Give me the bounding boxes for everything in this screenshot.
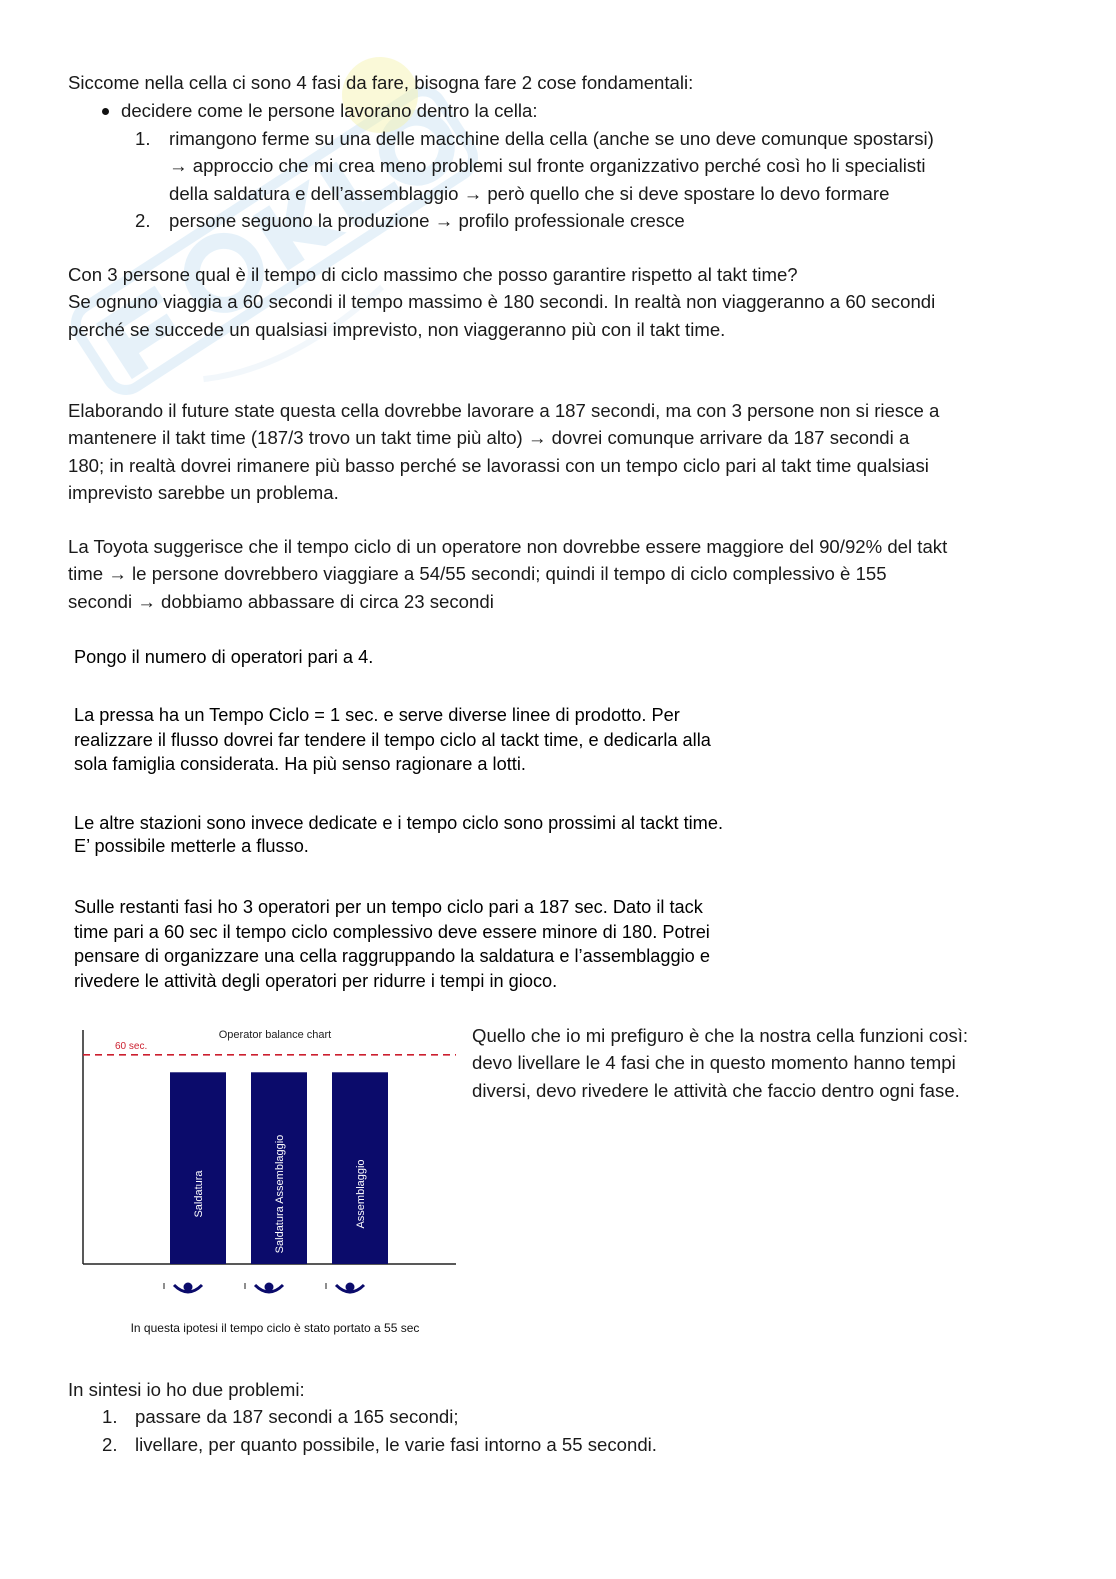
chart-caption: In questa ipotesi il tempo ciclo è stato portato a 55 sec (130, 1321, 420, 1335)
list-item (169, 125, 1049, 207)
list-item-line: rimangono ferme su una delle macchine della cella (anche se uno deve comunque spostarsi) (169, 128, 934, 149)
paragraph-line: secondi → dobbiamo abbassare di circa 23 secondi (68, 590, 494, 612)
chart-bar-label: Assemblaggio (355, 1159, 367, 1229)
paragraph-line: time → le persone dovrebbero viaggiare a 54/55 secondi; quindi il tempo di ciclo complessivo è 155 (68, 563, 887, 585)
list-item-line: della saldatura e dell’assemblaggio → però quello che si deve spostare lo devo formare (169, 182, 890, 204)
paragraph-line: imprevisto sarebbe un problema. (68, 482, 339, 504)
paragraph-line: Quello che io mi prefiguro è che la nostra cella funzioni così: (472, 1025, 969, 1046)
paragraph-line: devo livellare le 4 fasi che in questo momento hanno tempi (472, 1052, 956, 1074)
paragraph-line: 180; in realtà dovrei rimanere più basso perché se lavorassi con un tempo ciclo pari al takt time qualsiasi (68, 454, 929, 476)
paragraph-line: Con 3 persone qual è il tempo di ciclo massimo che posso garantire rispetto al takt time? (68, 264, 798, 285)
slide-text-stations (74, 812, 819, 858)
operator-balance-chart (70, 1020, 470, 1350)
slide-line: E’ possibile metterle a flusso. (74, 836, 309, 856)
list-item: persone seguono la produzione → profilo professionale cresce (169, 210, 685, 231)
slide-text-remaining (74, 895, 819, 993)
chart-bar (170, 1072, 226, 1264)
paragraph-line: Elaborando il future state questa cella dovrebbe lavorare a 187 secondi, ma con 3 persone non si riesce a (68, 400, 940, 421)
paragraph-line: mantenere il takt time (187/3 trovo un takt time più alto) → dovrei comunque arrivare da 187 secondi a (68, 427, 910, 449)
list-item-number: 2. (135, 210, 151, 231)
slide-line: Pongo il numero di operatori pari a 4. (74, 647, 374, 667)
summary-item-number: 1. (102, 1406, 118, 1427)
paragraph-takt (68, 261, 1048, 343)
slide-line: Le altre stazioni sono invece dedicate e i tempo ciclo sono prossimi al tackt time. (74, 813, 724, 833)
summary-title: In sintesi io ho due problemi: (68, 1379, 305, 1400)
paragraph-toyota (68, 533, 1048, 615)
operator-head-icon (346, 1283, 355, 1292)
slide-text-press (74, 703, 819, 777)
bullet-text: decidere come le persone lavorano dentro la cella: (121, 100, 538, 121)
slide-line: sola famiglia considerata. Ha più senso ragionare a lotti. (74, 754, 526, 774)
chart-bar-label: Saldatura Assemblaggio (274, 1134, 286, 1254)
slide-text-operators (74, 645, 819, 670)
paragraph-line: diversi, devo rivedere le attività che faccio dentro ogni fase. (472, 1079, 960, 1101)
chart-title: Operator balance chart (218, 1029, 332, 1041)
chart-target-label: 60 sec. (115, 1040, 148, 1052)
summary-item: passare da 187 secondi a 165 secondi; (135, 1406, 459, 1427)
paragraph-line: Se ognuno viaggia a 60 secondi il tempo massimo è 180 secondi. In realtà non viaggeranno a 60 secondi (68, 291, 936, 313)
slide-line: La pressa ha un Tempo Ciclo = 1 sec. e serve diverse linee di prodotto. Per (74, 705, 680, 725)
operator-head-icon (184, 1283, 193, 1292)
intro-line: Siccome nella cella ci sono 4 fasi da fare, bisogna fare 2 cose fondamentali: (68, 72, 694, 93)
summary-item-number: 2. (102, 1434, 118, 1455)
list-item-number: 1. (135, 128, 151, 149)
paragraph-line: perché se succede un qualsiasi imprevisto, non viaggeranno più con il takt time. (68, 318, 726, 340)
chart-bar-label: Saldatura (193, 1170, 205, 1218)
slide-line: time pari a 60 sec il tempo ciclo complessivo deve essere minore di 180. Potrei (74, 921, 710, 942)
slide-line: realizzare il flusso dovrei far tendere il tempo ciclo al tackt time, e dedicarla alla (74, 729, 711, 750)
paragraph-future-state (68, 397, 1048, 507)
bullet-dot (102, 108, 109, 115)
slide-line: rivedere le attività degli operatori per ridurre i tempi in gioco. (74, 970, 558, 991)
operator-head-icon (265, 1283, 274, 1292)
slide-line: Sulle restanti fasi ho 3 operatori per un tempo ciclo pari a 187 sec. Dato il tack (74, 897, 703, 917)
list-item-line: → approccio che mi crea meno problemi sul fronte organizzativo perché così ho li specialisti (169, 155, 926, 177)
chart-side-text (472, 1022, 1052, 1104)
slide-line: pensare di organizzare una cella raggruppando la saldatura e l’assemblaggio e (74, 946, 710, 966)
summary-item: livellare, per quanto possibile, le varie fasi intorno a 55 secondi. (135, 1434, 657, 1455)
paragraph-line: La Toyota suggerisce che il tempo ciclo di un operatore non dovrebbe essere maggiore del 90/92% del takt (68, 536, 948, 557)
